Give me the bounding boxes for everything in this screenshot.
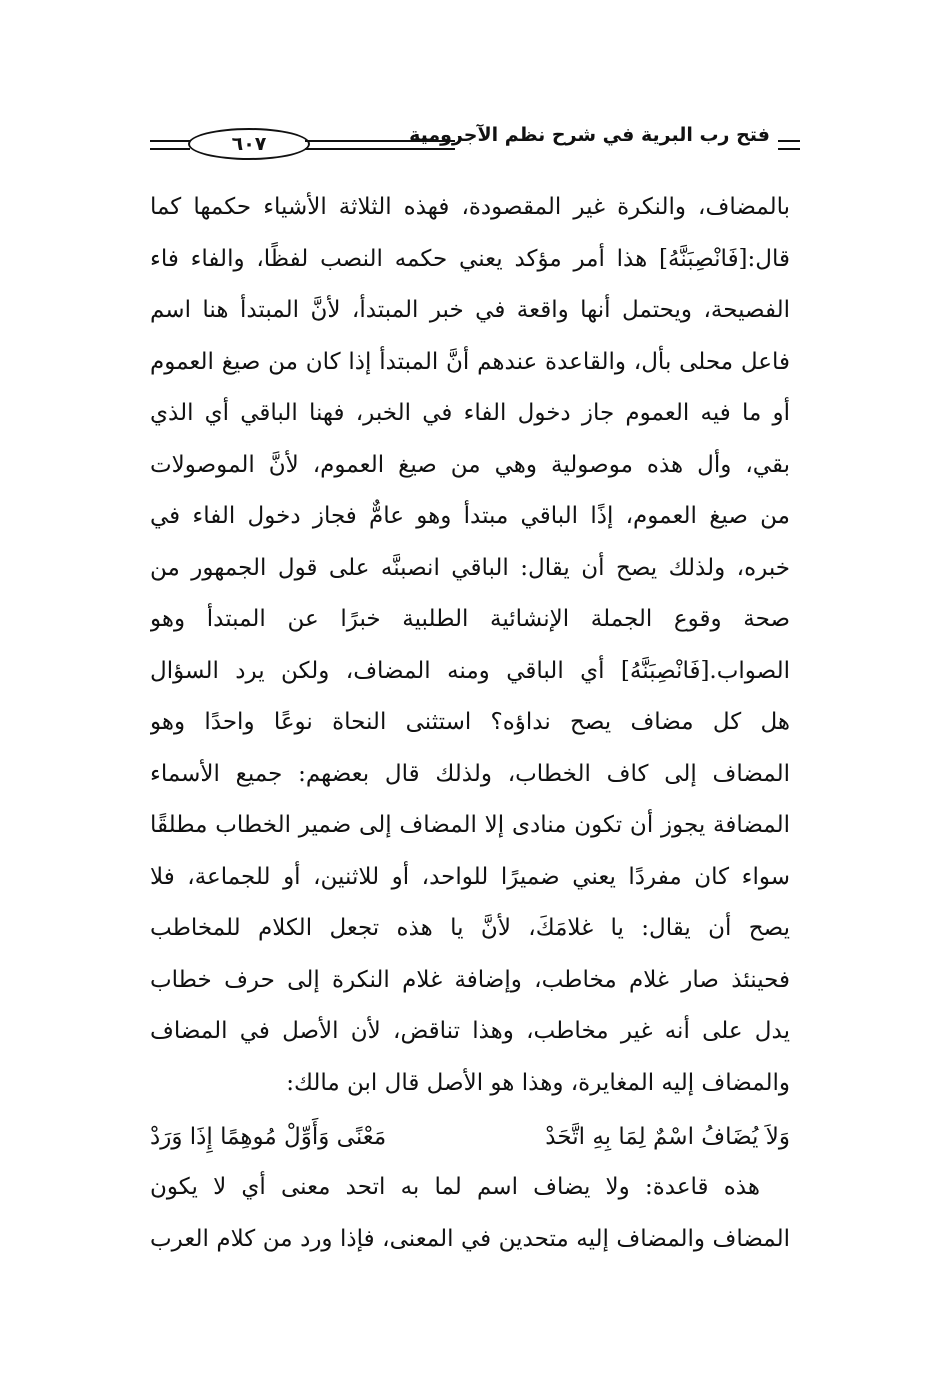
text-line: بقي، وأل هذه موصولية وهي من صيغ العموم، لأنَّ الموصولات	[150, 451, 790, 478]
commentary-paragraph	[150, 1162, 790, 1265]
text-line: والمضاف إليه المغايرة، وهذا هو الأصل قال ابن مالك:	[286, 1069, 790, 1096]
text-line: يدل على أنه غير مخاطب، وهذا تناقض، لأن الأصل في المضاف	[150, 1018, 790, 1044]
page-header	[150, 118, 800, 168]
text-line: المضافة يجوز أن تكون منادى إلا المضاف إلى ضمير الخطاب مطلقًا	[150, 812, 790, 838]
text-line: بالمضاف، والنكرة غير المقصودة، فهذه الثلاثة الأشياء حكمها كما	[150, 194, 790, 220]
text-line: الفصيحة، ويحتمل أنها واقعة في خبر المبتدأ، لأنَّ المبتدأ هنا اسم	[150, 297, 790, 323]
text-line: يصح أن يقال: يا غلامَكَ، لأنَّ يا هذه تجعل الكلام للمخاطب	[150, 915, 790, 941]
text-line: خبره، ولذلك يصح أن يقال: الباقي انصبنَّه على قول الجمهور من	[150, 554, 790, 581]
text-line: قال:[فَانْصِبَنَّهُ] هذا أمر مؤكد يعني حكمه النصب لفظًا، والفاء فاء	[150, 245, 790, 272]
text-line: هذه قاعدة: ولا يضاف اسم لما به اتحد معنى أي لا يكون	[150, 1174, 760, 1200]
verse-first-hemistich: وَلاَ يُضَافُ اسْمٌ لِمَا بِهِ اتَّحَدْ	[545, 1124, 790, 1150]
text-line: فحينئذ صار غلام مخاطب، وإضافة غلام النكرة إلى حرف خطاب	[150, 966, 790, 993]
text-line: المضاف إلى كاف الخطاب، ولذلك قال بعضهم: جميع الأسماء	[150, 760, 790, 787]
header-rule	[305, 140, 455, 150]
poetry-verse	[150, 1112, 790, 1162]
book-title: فتح رب البرية في شرح نظم الآجرومية	[409, 124, 770, 146]
body-paragraph	[150, 182, 790, 1109]
text-line: هل كل مضاف يصح نداؤه؟ استثنى النحاة نوعًا واحدًا وهو	[150, 709, 790, 735]
text-line: المضاف والمضاف إليه متحدين في المعنى، فإذا ورد من كلام العرب	[150, 1225, 790, 1252]
header-lead-rule	[778, 140, 800, 150]
header-end-rule	[150, 140, 190, 150]
text-line: أو ما فيه العموم جاز دخول الفاء في الخبر، فهنا الباقي أي الذي	[150, 400, 790, 426]
text-line: فاعل محلى بأل، والقاعدة عندهم أنَّ المبتدأ إذا كان من صيغ العموم	[150, 348, 790, 375]
text-line: الصواب.[فَانْصِبَنَّهُ] أي الباقي ومنه المضاف، ولكن يرد السؤال	[150, 657, 790, 684]
text-line: من صيغ العموم، إذًا الباقي مبتدأ وهو عامٌّ فجاز دخول الفاء في	[150, 503, 790, 529]
page-number: ٦٠٧	[188, 128, 310, 160]
verse-second-hemistich: مَعْنًى وَأَوِّلْ مُوهِمًا إِذَا وَرَدْ	[150, 1124, 387, 1150]
text-line: صحة وقوع الجملة الإنشائية الطلبية خبرًا عن المبتدأ وهو	[150, 606, 790, 632]
text-line: سواء كان مفردًا يعني ضميرًا للواحد، أو للاثنين، أو للجماعة، فلا	[150, 863, 790, 890]
